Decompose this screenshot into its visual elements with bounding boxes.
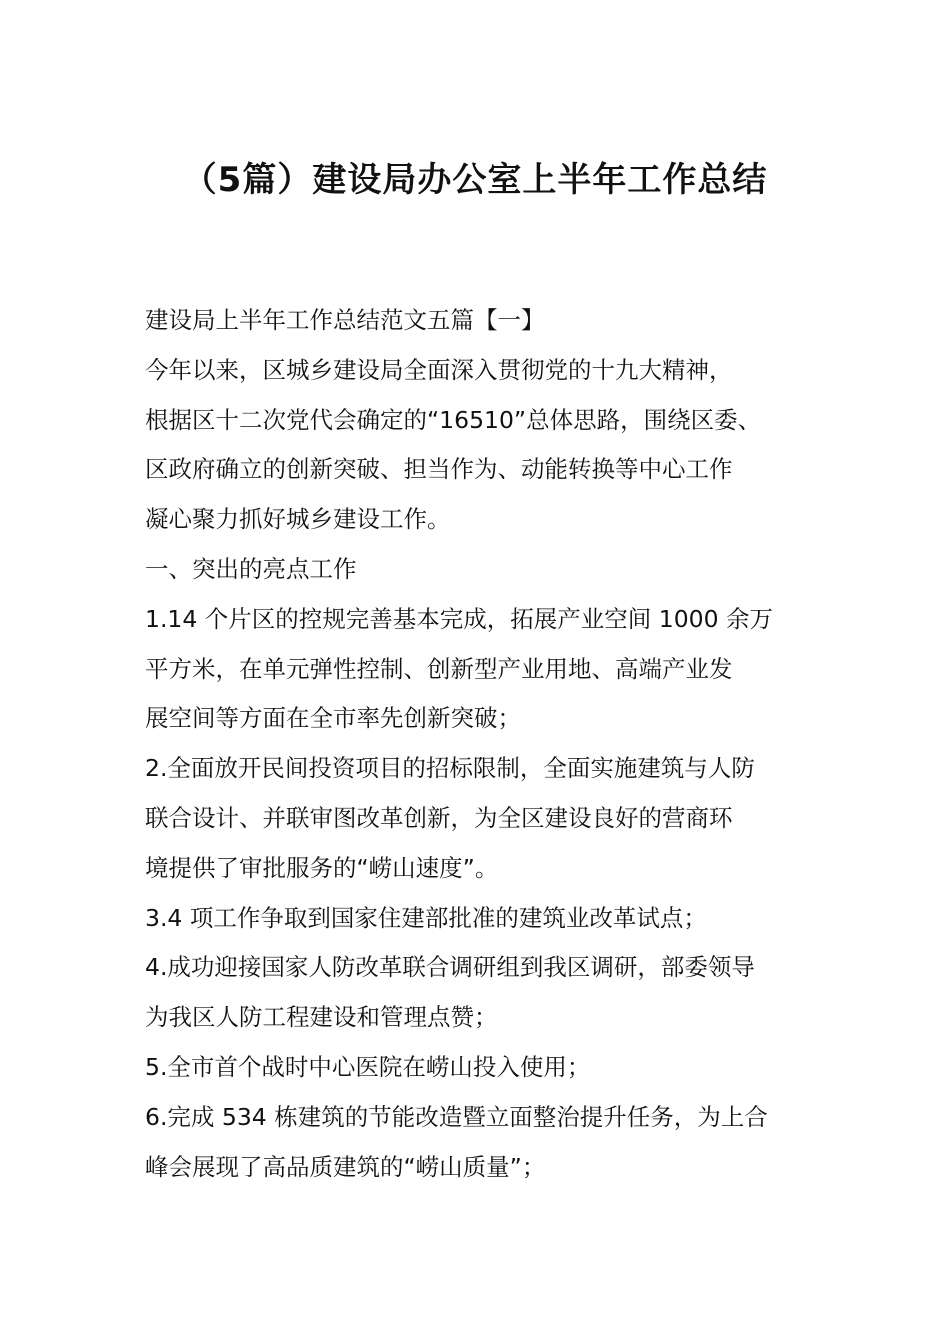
list-item-line: 2.全面放开民间投资项目的招标限制，全面实施建筑与人防 [145,754,755,783]
list-item-line: 联合设计、并联审图改革创新，为全区建设良好的营商环 [145,803,733,832]
body-line: 区政府确立的创新突破、担当作为、动能转换等中心工作 [145,455,733,484]
body-line: 今年以来，区城乡建设局全面深入贯彻党的十九大精神， [145,355,733,384]
list-item-line: 5.全市首个战时中心医院在崂山投入使用； [145,1052,591,1081]
list-item-line: 4.成功迎接国家人防改革联合调研组到我区调研，部委领导 [145,953,755,982]
list-item-line: 3.4 项工作争取到国家住建部批准的建筑业改革试点； [145,903,707,932]
body-line: 凝心聚力抓好城乡建设工作。 [145,505,451,534]
document-title: （5篇）建设局办公室上半年工作总结 [182,160,768,200]
list-item-line: 峰会展现了高品质建筑的“崂山质量”； [145,1152,546,1181]
list-item-line: 1.14 个片区的控规完善基本完成，拓展产业空间 1000 余万 [145,604,774,633]
list-item-line: 平方米，在单元弹性控制、创新型产业用地、高端产业发 [145,654,733,683]
document-body [145,296,811,1192]
list-item-line: 为我区人防工程建设和管理点赞； [145,1003,498,1032]
subsection-heading: 一、突出的亮点工作 [145,554,357,583]
list-item-line: 6.完成 534 栋建筑的节能改造暨立面整治提升任务，为上合 [145,1102,768,1131]
list-item-line: 境提供了审批服务的“崂山速度”。 [145,853,499,882]
section-heading: 建设局上半年工作总结范文五篇【一】 [145,306,545,334]
body-line: 根据区十二次党代会确定的“16510”总体思路，围绕区委、 [145,405,762,434]
list-item-line: 展空间等方面在全市率先创新突破； [145,704,521,733]
